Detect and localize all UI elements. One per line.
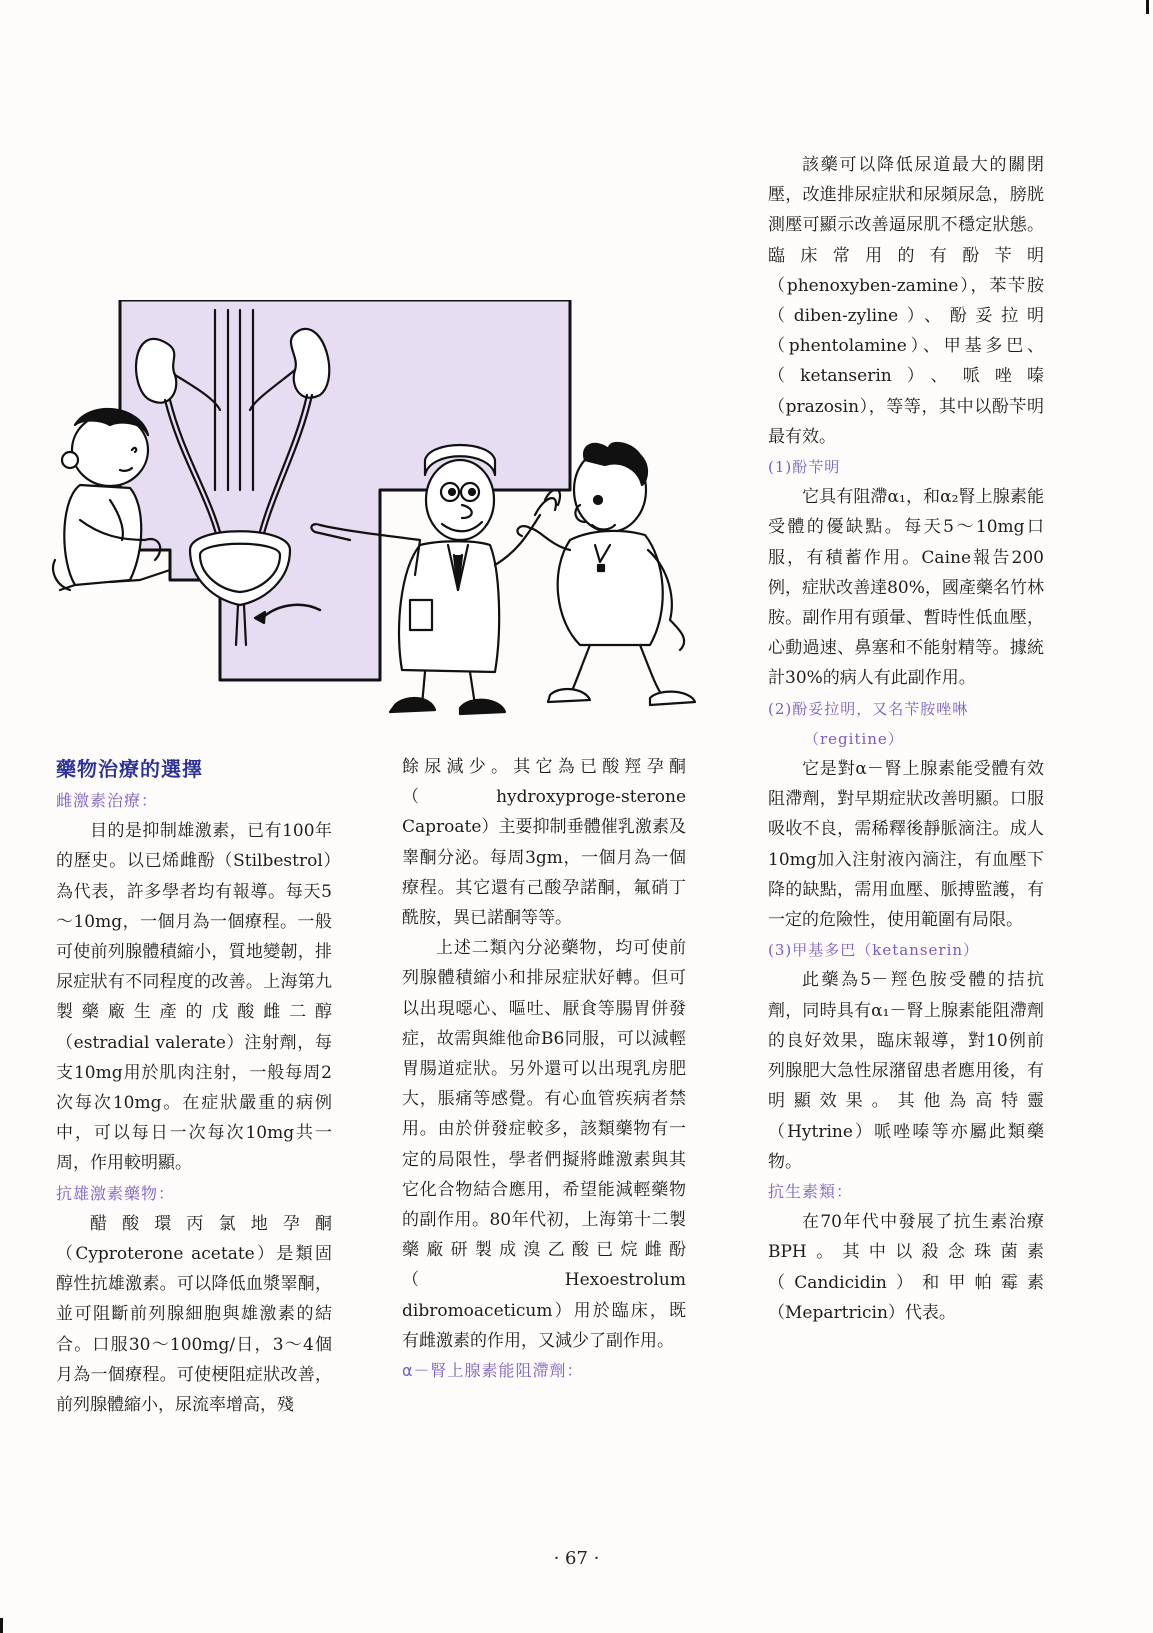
section-heading-drug-therapy: 藥物治療的選擇 (56, 757, 203, 781)
paragraph-phenoxybenzamine: 它具有阻滯α₁，和α₂腎上腺素能受體的優缺點。每天5～10mg口服，有積蓄作用。Caine報告200例，症狀改善達80%，國產藥名竹林胺。副作用有頭暈、暫時性低血壓，心動過速、鼻塞和不能射精等。據統計30%的病人有此副作用。 (768, 487, 1044, 689)
subheading-antiandrogen: 抗雄激素藥物： (56, 1183, 176, 1203)
item-heading-regitine: （regitine） (804, 729, 904, 748)
text-column-3 (768, 150, 1044, 1328)
paragraph-antiandrogen: 醋酸環丙氯地孕酮（Cyproterone acetate）是類固醇性抗雄激素。可以降低血漿睪酮，並可阻斷前列腺細胞與雄激素的結合。口服30～100mg/日，3～4個月為一個療程。可使梗阻症狀改善，前列腺體縮小，尿流率增高，殘 (56, 1213, 332, 1416)
subheading-alpha-blockers: α－腎上腺素能阻滯劑： (402, 1361, 584, 1381)
subheading-estrogen-therapy: 雌激素治療： (56, 791, 159, 810)
kidney-left (136, 339, 176, 403)
paragraph-antibiotics: 在70年代中發展了抗生素治療BPH。其中以殺念珠菌素（Candicidin）和甲帕霉素（Mepartricin）代表。 (768, 1212, 1044, 1323)
item-heading-ketanserin: (3)甲基多巴（ketanserin） (768, 941, 980, 960)
paragraph-ketanserin: 此藥為5－羥色胺受體的拮抗劑，同時具有α₁－腎上腺素能阻滯劑的良好效果，臨床報導，對10例前列腺肥大急性尿潴留患者應用後，有明顯效果。其他為高特靈（Hytrine）哌唑嗪等亦屬此類藥物。 (768, 970, 1044, 1172)
paragraph-estrogen: 目的是抑制雄激素，已有100年的歷史。以已烯雌酚（Stilbestrol）為代表，許多學者均有報導。每天5～10mg，一個月為一個療程。一般可使前列腺體積縮小，質地變韌，排尿症狀有不同程度的改善。上海第九製藥廠生產的戊酸雌二醇（estradial valerate）注射劑，每支10mg用於肌肉注射，一般每周2次每次10mg。在症狀嚴重的病例中，可以每日一次每次10mg共一周，作用較明顯。 (56, 821, 332, 1174)
item-heading-phenoxybenzamine: (1)酚苄明 (768, 458, 841, 477)
item-heading-phentolamine: (2)酚妥拉明，又名苄胺唑啉 (768, 699, 969, 718)
text-column-2 (402, 752, 686, 1386)
text-column-1 (56, 752, 332, 1420)
anatomy-panel (120, 300, 570, 680)
paragraph-alpha-blockers: 該藥可以降低尿道最大的關閉壓，改進排尿症狀和尿頻尿急，膀胱測壓可顯示改善逼尿肌不穩定狀態。臨床常用的有酚苄明（phenoxyben-zamine），苯苄胺（diben-zyline）、酚妥拉明（phentolamine）、甲基多巴、（ketanserin）、哌唑嗪（prazosin），等等，其中以酚苄明最有效。 (768, 155, 1044, 447)
subheading-antibiotics: 抗生素類： (768, 1181, 854, 1201)
paragraph-phentolamine: 它是對α－腎上腺素能受體有效阻滯劑，對早期症狀改善明顯。口服吸收不良，需稀釋後靜脈滴注。成人10mg加入注射液內滴注，有血壓下降的缺點，需用血壓、脈搏監護，有一定的危險性，使用範圍有局限。 (768, 759, 1044, 931)
paragraph-continuation: 餘尿減少。其它為已酸羥孕酮（hydroxyproge-sterone Caproate）主要抑制垂體催乳激素及睾酮分泌。每周3gm，一個月為一個療程。其它還有己酸孕諾酮，氟硝丁酰胺，異已諾酮等等。 (402, 757, 686, 929)
scan-mark-top-right (1146, 0, 1149, 14)
page-number: · 67 · (553, 1548, 600, 1569)
paragraph-endocrine-side-effects: 上述二類內分泌藥物，均可使前列腺體積縮小和排尿症狀好轉。但可以出現噁心、嘔吐、厭食等腸胃併發症，故需與維他命B6同服，可以減輕胃腸道症狀。另外還可以出現乳房肥大，脹痛等感覺。有心血管疾病者禁用。由於併發症較多，該類藥物有一定的局限性，學者們擬將雌激素與其它化合物結合應用，希望能減輕藥物的副作用。80年代初，上海第十二製藥廠研製成溴乙酸已烷雌酚（Hexoestrolum dibromoaceticum）用於臨床，既有雌激素的作用，又減少了副作用。 (402, 938, 686, 1351)
scan-mark-bottom-left (0, 1618, 3, 1633)
illustration-doctor-explaining-anatomy (50, 300, 710, 720)
